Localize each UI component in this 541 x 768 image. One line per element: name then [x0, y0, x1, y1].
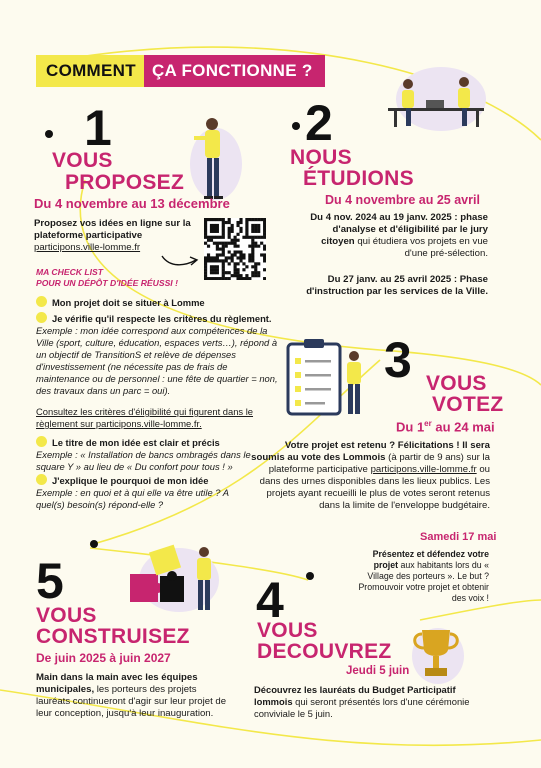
step3-paragraph1: Votre projet est retenu ? Félicitations ! Il sera soumis au vote des Lommois (à partir de 9 ans) sur la plateforme participative participons.ville-lomme.fr ou dans des urnes disponibles dans les lieux publics. Les projets ayant recueilli le plus de votes seront retenus dans la limite de l'enveloppe budgétaire.	[251, 440, 490, 511]
checklist-item-1: Mon projet doit se situer à Lomme	[36, 296, 276, 309]
step1-number: 1	[84, 100, 112, 156]
step2-date: Du 4 novembre au 25 avril	[325, 193, 480, 207]
checklist-item-4: J'explique le pourquoi de mon idée Exemple : en quoi et à qui elle va être utile ? A quel(s) besoin(s) répond-elle ?	[36, 475, 229, 510]
step5-date: De juin 2025 à juin 2027	[36, 651, 171, 665]
step5-title-line1: VOUS	[36, 604, 97, 627]
checklist-item-3: Le titre de mon idée est clair et précis Exemple : « Installation de bancs ombragés dans le square Y » au lieu de « Du confort pour tous ! »	[36, 437, 251, 472]
step4-paragraph: Découvrez les lauréats du Budget Participatif lommois qui seront présentés lors d'une cérémonie conviviale le 5 juin.	[254, 684, 470, 719]
step3-number: 3	[384, 332, 412, 388]
step2-title-line1: NOUS	[290, 146, 352, 169]
step2-number: 2	[305, 95, 333, 151]
timeline-dot	[292, 122, 300, 130]
trophy-icon	[404, 618, 466, 688]
step5-title-line2: CONSTRUISEZ	[36, 625, 190, 648]
step1-intro	[34, 218, 194, 254]
step3-title-line2: VOTEZ	[432, 393, 504, 416]
step3-title-line1: VOUS	[426, 372, 487, 395]
timeline-dot	[45, 130, 53, 138]
step4-title-line2: DECOUVREZ	[257, 640, 392, 663]
team-illustration	[376, 64, 486, 134]
puzzle-illustration	[124, 540, 224, 615]
step2-paragraph1: Du 4 nov. 2024 au 19 janv. 2025 : phase d'analyse et d'éligibilité par le jury citoyen qui étudiera vos projets en vue d'une pré-sélection.	[310, 212, 488, 259]
title-part1: COMMENT	[36, 55, 144, 87]
step2-title-line2: ÉTUDIONS	[303, 167, 414, 190]
step4-number: 4	[256, 572, 284, 628]
checklist-title-line1: MA CHECK LIST	[36, 267, 103, 277]
consult-criteria-link[interactable]: Consultez les critères d'éligibilité qui figurent dans le règlement sur participons.ville-lomme.fr.	[36, 406, 254, 429]
clipboard-illustration	[282, 330, 374, 422]
platform-link[interactable]: participons.ville-lomme.fr	[34, 242, 141, 253]
checklist-item-2: Je vérifie qu'il respecte les critères du règlement. Exemple : mon idée correspond aux compétences de la Ville (sport, culture, éducation, espaces verts…), répond à un objectif de TransitionS et relève de dépenses d'investissement (ne nécessite pas de frais de maintenance ou de personnel : une fête de quartier = non, des travaux dans un parc = oui).	[36, 313, 278, 396]
qr-code-icon[interactable]	[204, 218, 266, 280]
step3-paragraph2: Présentez et défendez votre projet aux habitants lors du « Village des porteurs ». Le but ? Promouvoir votre projet et obtenir des voix !	[358, 549, 489, 603]
title-part2: ÇA FONCTIONNE ?	[144, 55, 325, 87]
checklist-title-line2: POUR UN DÉPÔT D'IDÉE RÉUSSI !	[36, 277, 178, 288]
step5-number: 5	[36, 553, 64, 609]
bullet-icon	[36, 474, 47, 485]
step5-paragraph: Main dans la main avec les équipes municipales, les porteurs des projets lauréats continueront d'agir sur leur projet de leur conception, jusqu'à leur inauguration.	[36, 672, 227, 719]
bullet-icon	[36, 312, 47, 323]
step3-date: Du 1er au 24 mai	[396, 419, 495, 435]
step3-sub-date: Samedi 17 mai	[420, 531, 497, 543]
step4-title-line1: VOUS	[257, 619, 318, 642]
page-title	[36, 55, 325, 87]
bullet-icon	[36, 436, 47, 447]
step1-title-line1: VOUS	[52, 149, 113, 172]
step4-date: Jeudi 5 juin	[346, 665, 410, 677]
bullet-icon	[36, 296, 47, 307]
person-illustration	[180, 112, 242, 204]
timeline-dot	[90, 540, 98, 548]
step1-title-line2: PROPOSEZ	[65, 171, 185, 194]
platform-link[interactable]: participons.ville-lomme.fr	[370, 464, 477, 475]
step1-date: Du 4 novembre au 13 décembre	[34, 196, 230, 211]
step1-intro-text: Proposez vos idées en ligne sur la plateforme participative	[34, 218, 191, 241]
checklist-title	[36, 267, 178, 288]
timeline-dot	[306, 572, 314, 580]
step2-paragraph2: Du 27 janv. au 25 avril 2025 : Phase d'instruction par les services de la Ville.	[306, 274, 488, 297]
